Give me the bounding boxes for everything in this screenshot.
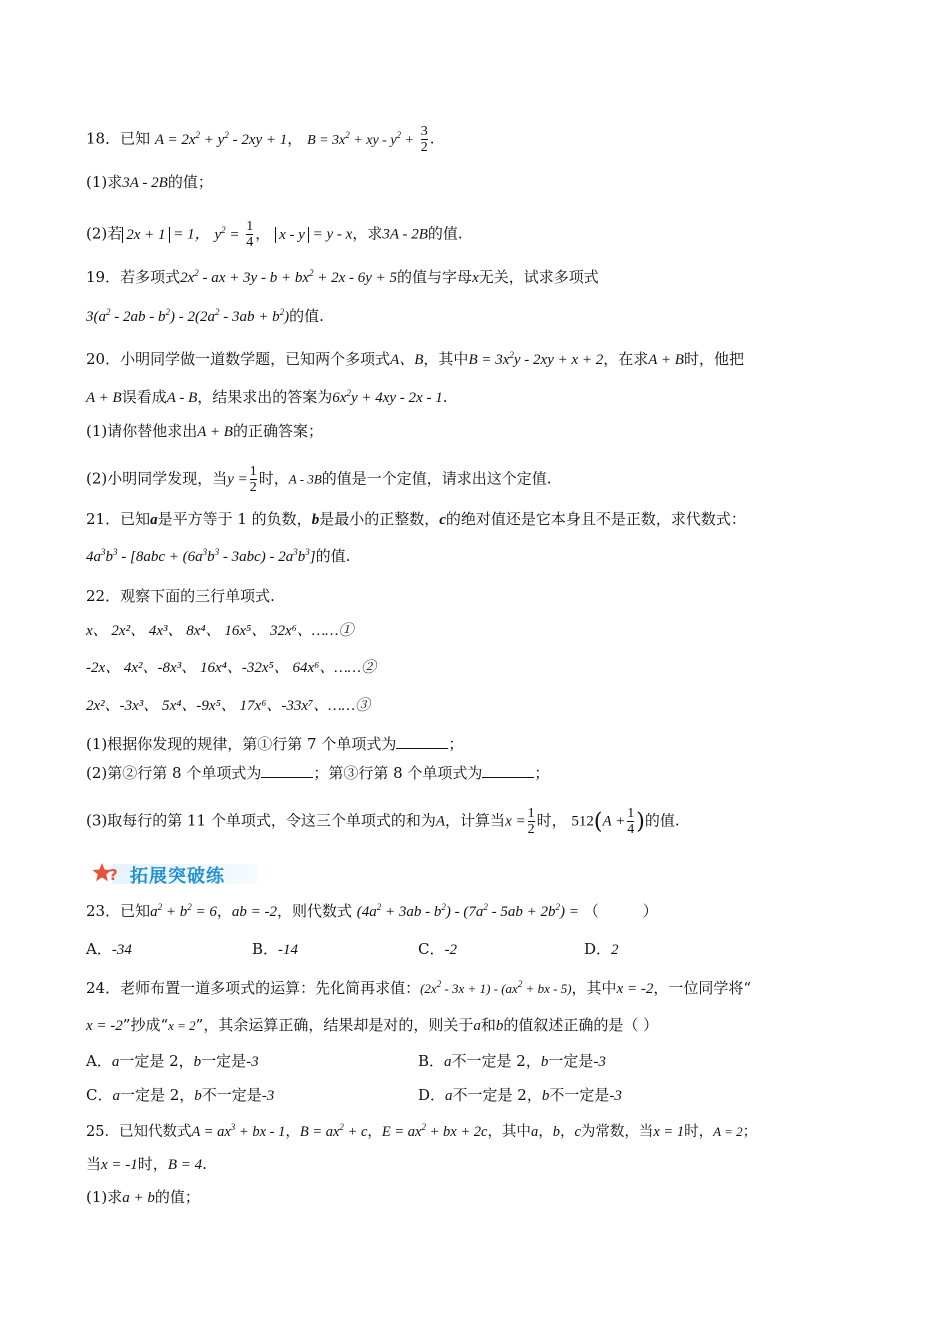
q18-part1: (1)求3A - 2B的值； (86, 173, 213, 191)
answer-blank[interactable] (482, 763, 534, 778)
q24-option-c[interactable]: C．a一定是 2，b不一定是-3 (86, 1086, 275, 1104)
q22-part1: (1)根据你发现的规律，第①行第 7 个单项式为 ； (86, 735, 464, 753)
q22-row-2: -2x、 4x²、-8x³、 16x⁴、-32x⁵、 64x⁶、……② (86, 660, 376, 676)
q23-option-b[interactable]: B．-14 (252, 940, 299, 958)
q18-stem: 18．已知 $A = 2x^2 + y^2 - 2xy + 1$， $B = 3x^2$ + xy - $y^2$ + $\frac{3}{2}$ . (86, 124, 435, 155)
q23-option-d[interactable]: D．2 (584, 940, 619, 958)
q21-stem: 21．已知a是平方等于 1 的负数，b是最小的正整数，c的绝对值还是它本身且不是正数，求代数式： (86, 510, 746, 528)
q23-option-c[interactable]: C．-2 (418, 940, 457, 958)
q22-row-1: x、 2x²、 4x³、 8x⁴、 16x⁵、 32x⁶、……① (86, 623, 354, 639)
q18-number: 18．已知 (86, 129, 151, 148)
q23-option-a[interactable]: A．-34 (86, 940, 132, 958)
q22-part3: (3)取每行的第 11 个单项式，令这三个单项式的和为A，计算当x = $\frac{1}{2}$ 时， 512(A + $\frac{1}{4}$ )的值. (86, 806, 680, 837)
q24-option-b[interactable]: B．a不一定是 2，b一定是-3 (418, 1052, 606, 1070)
q20-stem-2: A + B误看成A - B，结果求出的答案为$6x^2y + 4xy - 2x - 1$. (86, 388, 448, 406)
star-icon (92, 862, 118, 884)
answer-blank[interactable] (396, 734, 448, 749)
q22-stem: 22．观察下面的三行单项式. (86, 587, 275, 605)
q20-stem: 20．小明同学做一道数学题，已知两个多项式A、B，其中$B = 3x^2y - 2xy + x + 2$，在求A + B时，他把 (86, 350, 744, 368)
q22-part2: (2)第②行第 8 个单项式为 ；第③行第 8 个单项式为 ； (86, 764, 550, 782)
q24-stem: 24．老师布置一道多项式的运算：先化简再求值：$(2x^2 - 3x + 1) - (ax^2$ + bx - 5)，其中x = -2，一位同学将“ (86, 979, 752, 997)
q19-stem: 19．若多项式$2x^2$ - ax + $3y - b + bx^2 + 2x - 6y + 5$的值与字母x无关，试求多项式 (86, 268, 599, 286)
q20-part1: (1)请你替他求出A + B的正确答案； (86, 422, 323, 440)
q22-row-3: 2x²、-3x³、 5x⁴、-9x⁵、 17x⁶、-33x⁷、……③ (86, 698, 370, 714)
q19-expression: $3(a^2 - 2ab - b^2) - 2(2a^2 - 3ab + b^2)$的值. (86, 307, 324, 325)
q23-stem: 23．已知$a^2 + b^2 = 6$，ab = -2，则代数式 $(4a^2 + 3ab - b^2) - (7a^2 - 5ab + 2b^2)$ = （ ） (86, 902, 658, 920)
q21-expression: $4a^3b^3 - [8abc + (6a^3b^3 - 3abc) - 2a^3b^3]$的值. (86, 547, 351, 565)
answer-blank[interactable] (261, 763, 313, 778)
q18-A-expr: $A = 2x^2 + y^2 - 2xy + 1$ (154, 129, 288, 148)
section-header (92, 860, 262, 886)
q25-stem-2: 当x = -1时，B = 4. (86, 1155, 207, 1173)
q24-stem-2: x = -2”抄成“x = 2”，其余运算正确，结果却是对的，则关于a和b的值叙述正确的是（ ） (86, 1016, 659, 1034)
q18-part2: (2)若 2x + 1 = 1， $y^2$ = $\frac{1}{4}$ ， x - y = y - x，求3A - 2B的值. (86, 219, 463, 250)
q18-fraction: $\frac{3}{2}$ (420, 124, 428, 155)
svg-text:?: ? (109, 866, 118, 884)
q24-option-d[interactable]: D．a不一定是 2，b不一定是-3 (418, 1086, 622, 1104)
q25-stem: 25．已知代数式$A = ax^3$ + bx - 1，$B = ax^2 + c$，$E = ax^2$ + bx + 2c，其中a，b，c为常数，当x = 1时，A = 2； (86, 1122, 758, 1140)
q20-part2: (2)小明同学发现，当y = $\frac{1}{2}$ 时，A - 3B的值是一个定值，请求出这个定值. (86, 464, 552, 495)
q24-option-a[interactable]: A．a一定是 2，b一定是-3 (86, 1052, 259, 1070)
q18-B-expr: $B = 3x^2$ + xy - $y^2$ + (307, 129, 414, 148)
section-title: 拓展突破练 (130, 866, 225, 887)
q25-part1: (1)求a + b的值； (86, 1188, 200, 1206)
